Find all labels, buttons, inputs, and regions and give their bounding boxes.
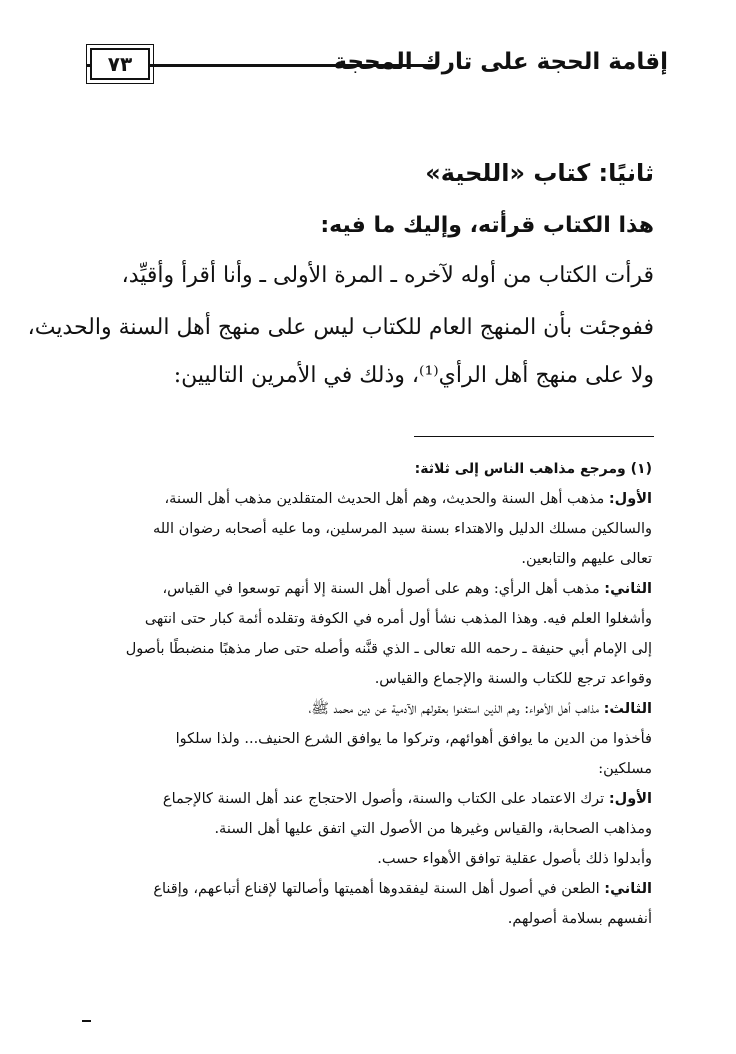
footnote-label: الأول: — [608, 491, 652, 507]
footnote — [74, 454, 652, 934]
section-intro: هذا الكتاب قرأته، وإليك ما فيه: — [320, 213, 654, 238]
footnote-text: مذهب أهل السنة والحديث، وهم أهل الحديث المتقلدين مذهب أهل السنة، — [164, 491, 609, 507]
book-title: إقامة الحجة على تارك المحجة — [333, 49, 668, 75]
footnote-line: تعالى عليهم والتابعين. — [521, 551, 652, 567]
footnote-line — [74, 694, 652, 724]
page-number: ٧٣ — [90, 48, 150, 80]
footnote-text: مذهب أهل الرأي: وهم على أصول أهل السنة إلا أنهم توسعوا في القياس، — [162, 581, 605, 597]
footnote-line: إلى الإمام أبي حنيفة ـ رحمه الله تعالى ـ الذي قنَّنه وأصله حتى صار مذهبًا منضبطًا بأصول — [125, 641, 652, 657]
footnote-heading — [74, 454, 652, 484]
footnote-text: ترك الاعتماد على الكتاب والسنة، وأصول الاحتجاج عند أهل السنة كالإجماع — [162, 791, 609, 807]
footnote-line — [74, 784, 652, 814]
body-line: قرأت الكتاب من أوله لآخره ـ المرة الأولى ـ وأنا أقرأ وأقيِّد، — [121, 263, 654, 288]
footnote-text: الطعن في أصول أهل السنة ليفقدوها أهميتها وأصالتها لإقناع أتباعهم، وإقناع — [153, 881, 605, 897]
footnote-heading-text: (١) ومرجع مذاهب الناس إلى ثلاثة: — [414, 461, 652, 477]
section-heading: ثانيًا: كتاب «اللحية» — [425, 159, 654, 187]
footnote-line: وأبدلوا ذلك بأصول عقلية توافق الأهواء حسب. — [377, 851, 652, 867]
footnote-line: أنفسهم بسلامة أصولهم. — [507, 911, 652, 927]
footnote-line: وقواعد ترجع للكتاب والسنة والإجماع والقياس. — [374, 671, 652, 687]
footnote-label: الثاني: — [604, 881, 652, 897]
footnote-label: الأول: — [608, 791, 652, 807]
body-line: ولا على منهج أهل الرأي⁽¹⁾، وذلك في الأمرين التاليين: — [173, 363, 654, 388]
body-line: ففوجئت بأن المنهج العام للكتاب ليس على منهج أهل السنة والحديث، — [27, 315, 654, 340]
footnote-line: والسالكين مسلك الدليل والاهتداء بسنة سيد المرسلين، وما عليه أصحابه رضوان الله — [152, 521, 652, 537]
page-corner-mark — [82, 1020, 91, 1022]
footnote-line: وأشغلوا العلم فيه. وهذا المذهب نشأ أول أمره في الكوفة وتقلده أئمة كبار حتى انتهى — [144, 611, 652, 627]
footnote-label: الثالث: — [603, 701, 652, 717]
footnote-line: ومذاهب الصحابة، والقياس وغيرها من الأصول التي اتفق عليها أهل السنة. — [214, 821, 652, 837]
footnote-label: الثاني: — [604, 581, 652, 597]
footnote-line — [74, 874, 652, 904]
running-header — [86, 40, 668, 88]
footnote-line: مسلكين: — [598, 761, 652, 777]
footnote-line: فأخذوا من الدين ما يوافق أهوائهم، وتركوا ما يوافق الشرع الحنيف... ولذا سلكوا — [175, 731, 652, 747]
footnote-text: مذاهب أهل الأهواء: وهم الذين استغنوا بعقولهم الآدمية عن دين محمد ﷺ، — [308, 701, 604, 717]
footnote-separator — [414, 436, 654, 437]
footnote-line — [74, 484, 652, 514]
footnote-line — [74, 574, 652, 604]
